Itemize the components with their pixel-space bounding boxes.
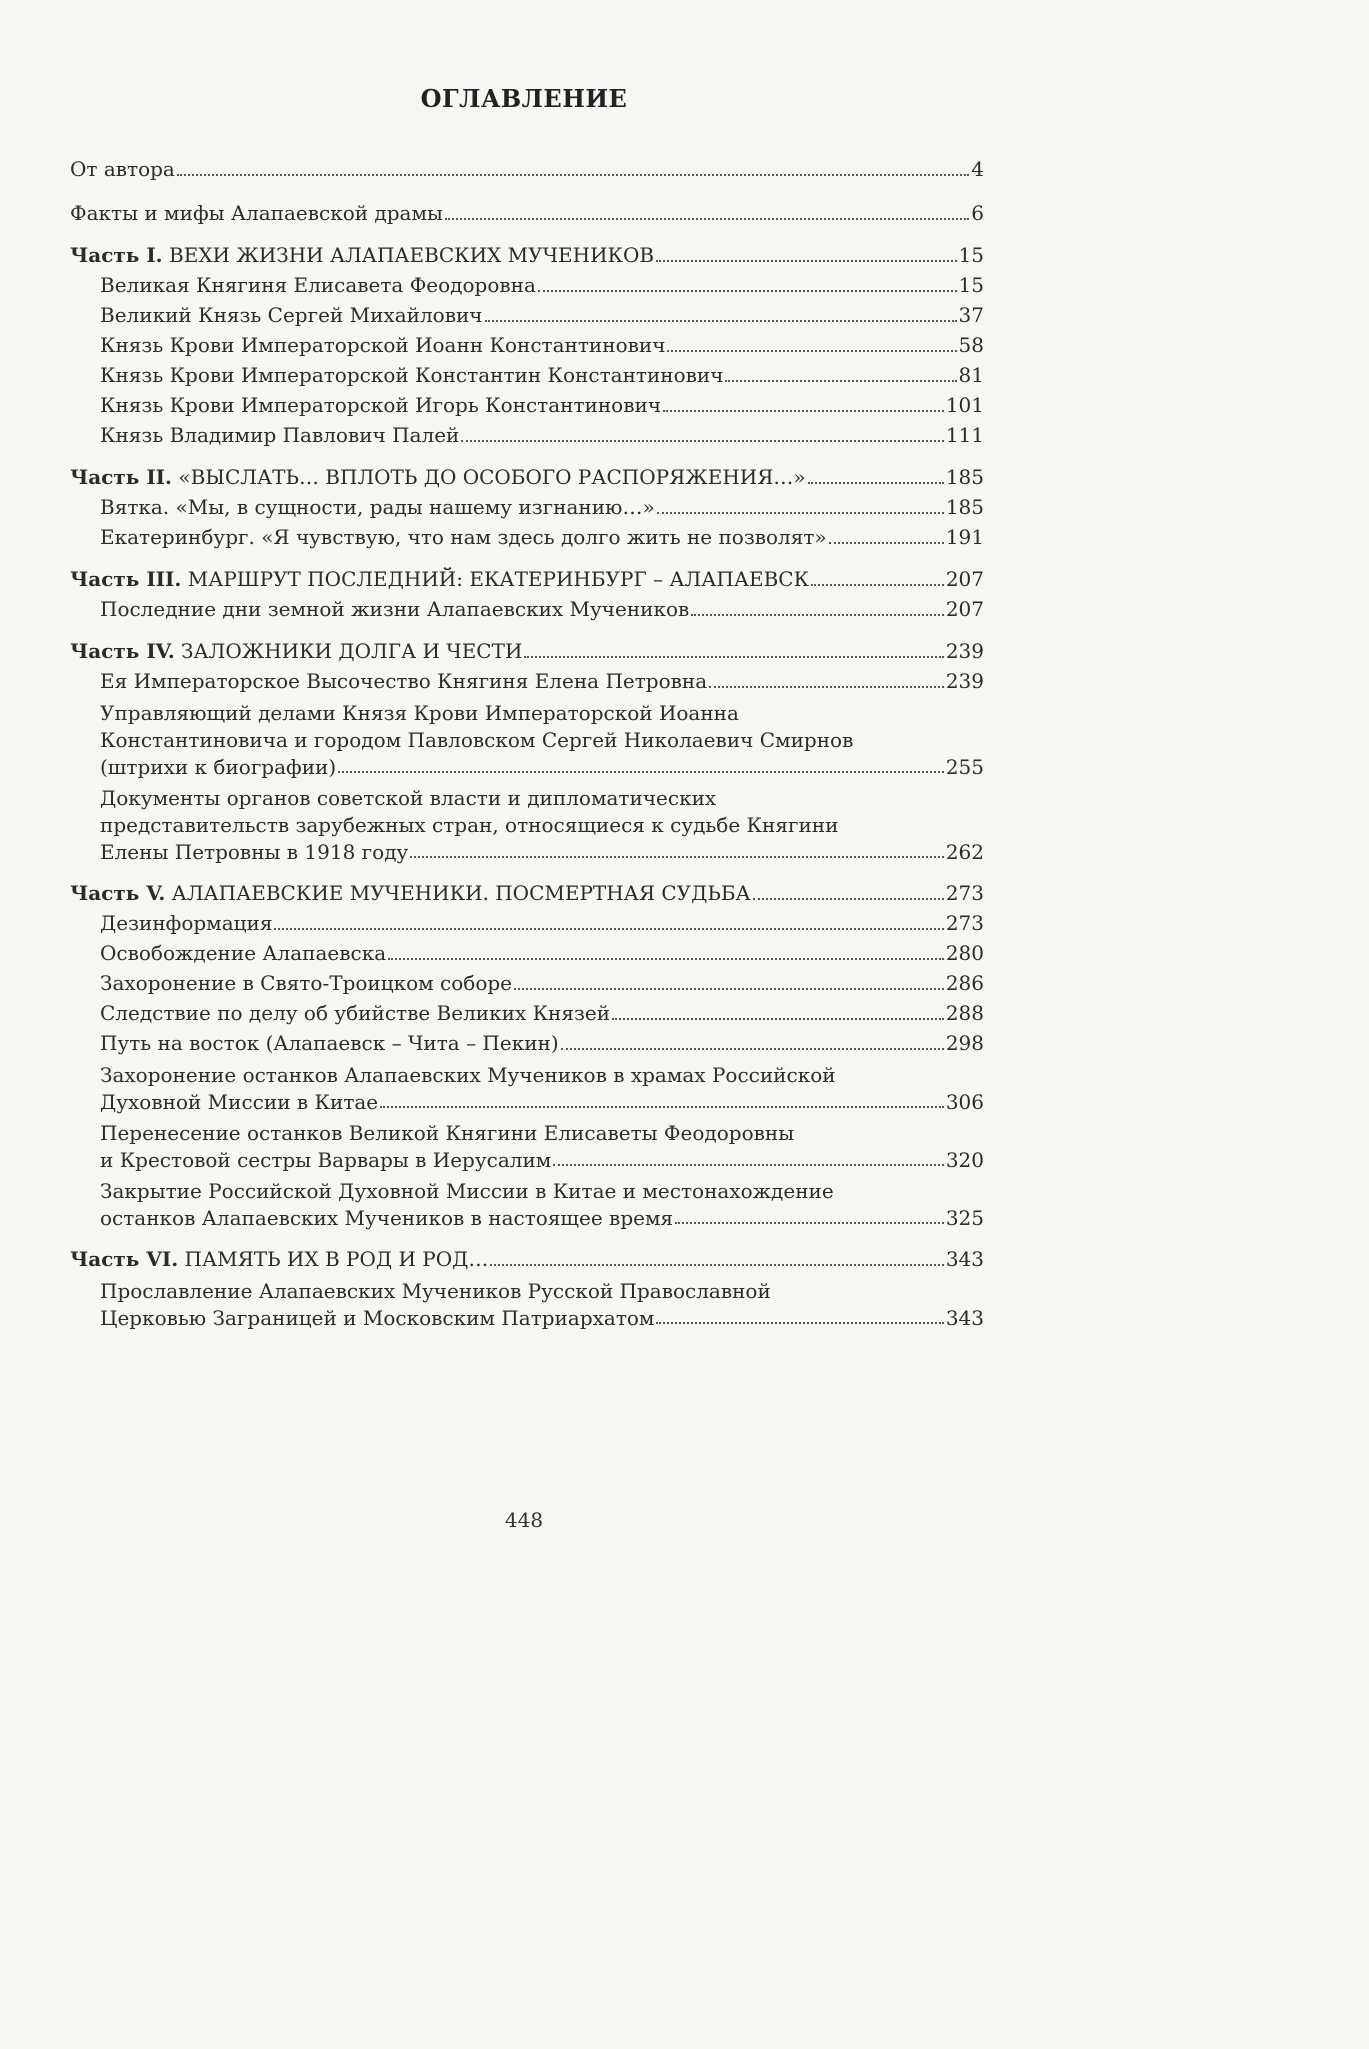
dot-leader	[657, 512, 944, 514]
part-title: «ВЫСЛАТЬ… ВПЛОТЬ ДО ОСОБОГО РАСПОРЯЖЕНИЯ…»	[178, 465, 806, 489]
toc-page-number: 191	[945, 525, 984, 549]
toc-entry-title	[70, 564, 809, 594]
toc-page-number: 320	[945, 1148, 984, 1172]
dot-leader	[709, 686, 944, 688]
toc-page-number: 343	[945, 1247, 984, 1271]
toc-page-number: 6	[971, 201, 984, 225]
toc-entry-title	[70, 1244, 488, 1274]
toc-entry-title: Факты и мифы Алапаевской драмы	[70, 201, 443, 225]
toc-entry	[70, 198, 984, 228]
toc-entry-last-line	[100, 754, 984, 781]
toc-page-number: 273	[945, 881, 984, 905]
toc-subentry	[70, 300, 984, 330]
toc-page-number: 343	[945, 1306, 984, 1330]
toc-subentry	[70, 492, 984, 522]
toc-subentry	[70, 968, 984, 998]
part-number: Часть I.	[70, 243, 163, 267]
toc-page-number: 239	[945, 639, 984, 663]
toc-entry-title	[70, 240, 654, 270]
toc-subentry	[70, 270, 984, 300]
toc-page-number: 325	[945, 1206, 984, 1230]
toc-page-number: 306	[945, 1090, 984, 1114]
dot-leader	[485, 320, 957, 322]
toc-entry-line: Управляющий делами Князя Крови Императорской Иоанна	[100, 701, 739, 725]
toc-entry-title: Князь Крови Императорской Игорь Константинович	[100, 393, 662, 417]
toc-entry-title	[70, 878, 751, 908]
toc-entry-multiline	[70, 785, 984, 866]
toc-entry-title: Путь на восток (Алапаевск – Чита – Пекин)	[100, 1031, 559, 1055]
toc-subentry	[70, 1028, 984, 1058]
toc-entry	[70, 154, 984, 184]
dot-leader	[612, 1018, 944, 1020]
toc-entry-multiline	[70, 1178, 984, 1232]
toc-entry-title: Князь Крови Императорской Иоанн Константинович	[100, 333, 666, 357]
toc-entry-line: Церковью Заграницей и Московским Патриархатом	[100, 1306, 655, 1330]
dot-leader	[461, 440, 943, 442]
dot-leader	[524, 656, 943, 658]
part-number: Часть V.	[70, 881, 166, 905]
toc-entry-last-line	[100, 1147, 984, 1174]
toc-subentry	[70, 420, 984, 450]
part-number: Часть II.	[70, 465, 173, 489]
part-number: Часть IV.	[70, 639, 175, 663]
toc-entry-title: Вятка. «Мы, в сущности, рады нашему изгнанию…»	[100, 495, 655, 519]
part-number: Часть III.	[70, 567, 182, 591]
toc-entry-line: Духовной Миссии в Китае	[100, 1090, 379, 1114]
toc-part-entry	[70, 636, 984, 666]
toc-entry-line: представительств зарубежных стран, относящиеся к судьбе Княгини	[100, 813, 839, 837]
toc-page-number: 262	[945, 840, 984, 864]
toc-subentry	[70, 330, 984, 360]
toc-page-number: 101	[945, 393, 984, 417]
toc-page-number: 58	[958, 333, 984, 357]
toc-subentry	[70, 938, 984, 968]
toc-page-number: 185	[945, 495, 984, 519]
dot-leader	[445, 218, 969, 220]
toc-entry-line: Захоронение останков Алапаевских Мучеников в храмах Российской	[100, 1063, 836, 1087]
toc-heading: ОГЛАВЛЕНИЕ	[420, 84, 628, 113]
toc-subentry	[70, 998, 984, 1028]
toc-page-number: 288	[945, 1001, 984, 1025]
toc-page-number: 298	[945, 1031, 984, 1055]
toc-page-number: 81	[958, 363, 984, 387]
toc-entry-last-line	[100, 1205, 984, 1232]
part-title: МАРШРУТ ПОСЛЕДНИЙ: ЕКАТЕРИНБУРГ – АЛАПАЕВСК	[187, 567, 810, 591]
toc-entry-multiline	[70, 1062, 984, 1116]
dot-leader	[553, 1164, 943, 1166]
toc-entry-title: Великий Князь Сергей Михайлович	[100, 303, 483, 327]
toc-page-number: 15	[958, 243, 984, 267]
toc-subentry	[70, 360, 984, 390]
toc-entry-multiline	[70, 1278, 984, 1332]
toc-page-number: 185	[945, 465, 984, 489]
toc-entry-title: Великая Княгиня Елисавета Феодоровна	[100, 273, 536, 297]
toc-entry-title: Освобождение Алапаевска	[100, 941, 387, 965]
dot-leader	[410, 856, 944, 858]
part-title: АЛАПАЕВСКИЕ МУЧЕНИКИ. ПОСМЕРТНАЯ СУДЬБА	[171, 881, 751, 905]
toc-part-entry	[70, 240, 984, 270]
toc-entry-line: Константиновича и городом Павловском Сергей Николаевич Смирнов	[100, 728, 854, 752]
dot-leader	[380, 1106, 944, 1108]
toc-page-number: 15	[958, 273, 984, 297]
toc-entry-multiline	[70, 1120, 984, 1174]
toc-part-entry	[70, 878, 984, 908]
toc-entry-last-line	[100, 1089, 984, 1116]
toc-entry-title	[70, 462, 806, 492]
part-title: ВЕХИ ЖИЗНИ АЛАПАЕВСКИХ МУЧЕНИКОВ	[169, 243, 655, 267]
toc-entry-title	[70, 636, 522, 666]
toc-subentry	[70, 908, 984, 938]
table-of-contents	[70, 154, 984, 1332]
toc-entry-title: Захоронение в Свято-Троицком соборе	[100, 971, 513, 995]
toc-entry-line: и Крестовой сестры Варвары в Иерусалим	[100, 1148, 552, 1172]
toc-entry-title: Следствие по делу об убийстве Великих Князей	[100, 1001, 611, 1025]
toc-entry-title: Последние дни земной жизни Алапаевских Мучеников	[100, 597, 690, 621]
dot-leader	[490, 1264, 943, 1266]
toc-entry-last-line	[100, 839, 984, 866]
dot-leader	[811, 584, 944, 586]
toc-part-entry	[70, 462, 984, 492]
toc-entry-title: От автора	[70, 157, 175, 181]
dot-leader	[725, 380, 956, 382]
dot-leader	[691, 614, 944, 616]
part-title: ПАМЯТЬ ИХ В РОД И РОД…	[184, 1247, 489, 1271]
toc-subentry	[70, 522, 984, 552]
toc-page-number: 255	[945, 755, 984, 779]
toc-page-number: 111	[945, 423, 984, 447]
dot-leader	[338, 771, 944, 773]
toc-entry-title: Дезинформация	[100, 911, 273, 935]
toc-entry-line: Документы органов советской власти и дипломатических	[100, 786, 717, 810]
toc-entry-line: Елены Петровны в 1918 году	[100, 840, 409, 864]
dot-leader	[274, 928, 943, 930]
part-number: Часть VI.	[70, 1247, 179, 1271]
dot-leader	[663, 410, 944, 412]
dot-leader	[808, 482, 944, 484]
toc-part-entry	[70, 564, 984, 594]
toc-page-number: 207	[945, 567, 984, 591]
toc-entry-line: (штрихи к биографии)	[100, 755, 337, 779]
toc-page-number: 239	[945, 669, 984, 693]
toc-entry-line: Прославление Алапаевских Мучеников Русской Православной	[100, 1279, 771, 1303]
dot-leader	[514, 988, 944, 990]
toc-entry-title: Князь Крови Императорской Константин Константинович	[100, 363, 724, 387]
toc-page-number: 280	[945, 941, 984, 965]
dot-leader	[656, 1322, 943, 1324]
toc-entry-line: Перенесение останков Великой Княгини Елисаветы Феодоровны	[100, 1121, 795, 1145]
toc-entry-title: Екатеринбург. «Я чувствую, что нам здесь долго жить не позволят»	[100, 525, 827, 549]
toc-part-entry	[70, 1244, 984, 1274]
dot-leader	[675, 1222, 944, 1224]
toc-subentry	[70, 390, 984, 420]
dot-leader	[538, 290, 957, 292]
page-number: 448	[504, 1508, 544, 1532]
toc-page-number: 207	[945, 597, 984, 621]
toc-page-number: 4	[971, 157, 984, 181]
toc-entry-title: Князь Владимир Павлович Палей	[100, 423, 460, 447]
dot-leader	[177, 174, 969, 176]
toc-entry-line: Закрытие Российской Духовной Миссии в Китае и местонахождение	[100, 1179, 834, 1203]
dot-leader	[753, 898, 944, 900]
toc-page-number: 273	[945, 911, 984, 935]
toc-entry-line: останков Алапаевских Мучеников в настоящее время	[100, 1206, 674, 1230]
dot-leader	[561, 1048, 944, 1050]
toc-entry-last-line	[100, 1305, 984, 1332]
toc-page-number: 37	[958, 303, 984, 327]
dot-leader	[667, 350, 956, 352]
part-title: ЗАЛОЖНИКИ ДОЛГА И ЧЕСТИ	[181, 639, 523, 663]
toc-page-number: 286	[945, 971, 984, 995]
dot-leader	[388, 958, 944, 960]
toc-entry-title: Ея Императорское Высочество Княгиня Елена Петровна	[100, 669, 708, 693]
toc-entry-multiline	[70, 700, 984, 781]
toc-subentry	[70, 594, 984, 624]
toc-subentry	[70, 666, 984, 696]
dot-leader	[829, 542, 944, 544]
dot-leader	[656, 260, 956, 262]
